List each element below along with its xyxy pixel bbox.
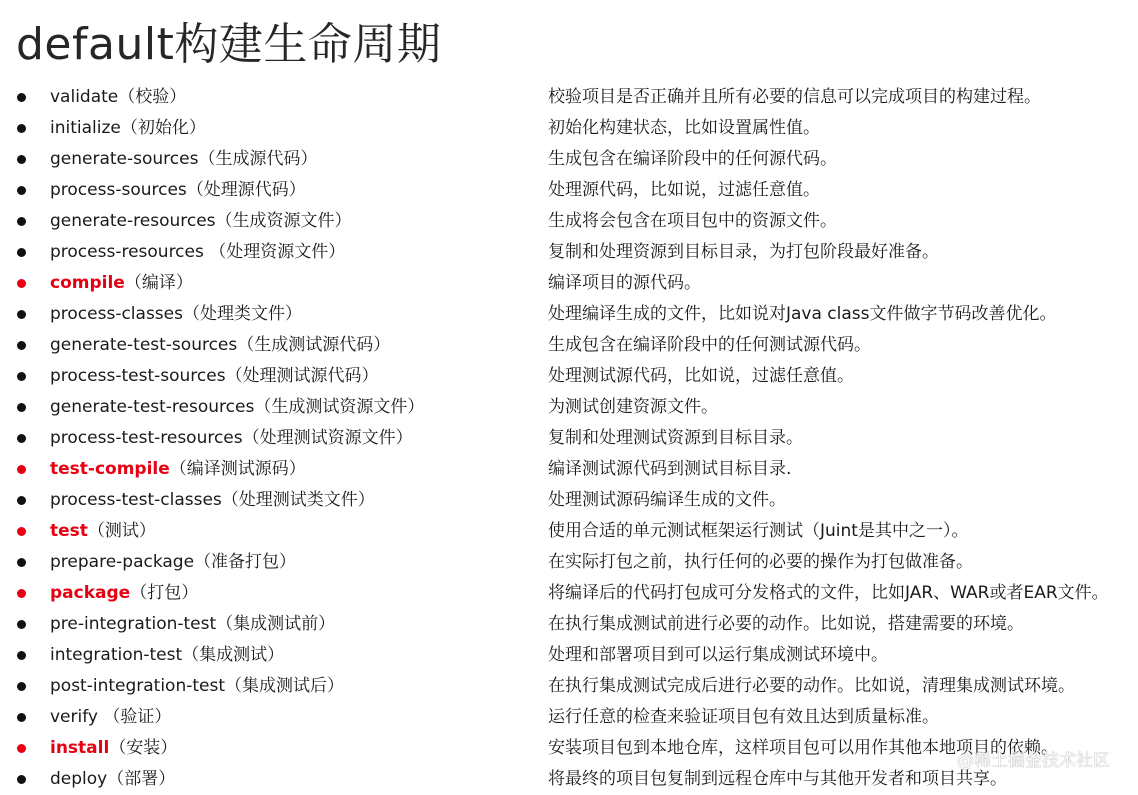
phase-description: 生成包含在编译阶段中的任何源代码。 [548,149,837,169]
phase-description: 在执行集成测试完成后进行必要的动作。比如说，清理集成测试环境。 [548,676,1075,696]
phase-description: 在实际打包之前，执行任何的必要的操作为打包做准备。 [548,552,973,572]
phase-description: 将最终的项目包复制到远程仓库中与其他开发者和项目共享。 [548,769,1007,789]
bullet-icon [17,465,26,474]
phase-description: 处理测试源代码，比如说，过滤任意值。 [548,366,854,386]
phase-description: 复制和处理资源到目标目录，为打包阶段最好准备。 [548,242,939,262]
bullet-icon [17,496,26,505]
bullet-icon [17,186,26,195]
phase-row-test [0,516,1138,547]
phase-cn-label: （打包） [130,583,199,603]
phase-description: 校验项目是否正确并且所有必要的信息可以完成项目的构建过程。 [548,87,1041,107]
bullet-icon [17,589,26,598]
phase-row-generate-sources [0,144,1138,175]
phase-description: 复制和处理测试资源到目标目录。 [548,428,803,448]
phase-cn-label: （编译测试源码） [169,459,306,479]
bullet-icon [17,434,26,443]
phase-row-validate [0,82,1138,113]
lifecycle-phase-list [0,82,1138,795]
bullet-icon [17,279,26,288]
phase-cn-label: （处理测试类文件） [221,490,375,510]
phase-cn-label: （安装） [109,738,178,758]
page-title: default构建生命周期 [16,19,442,70]
phase-name: test-compile [50,459,170,479]
phase-row-integration-test [0,640,1138,671]
phase-name: generate-test-sources [50,335,238,355]
bullet-icon [17,248,26,257]
phase-description: 生成将会包含在项目包中的资源文件。 [548,211,837,231]
phase-cn-label: （处理类文件） [182,304,302,324]
phase-name: package [50,583,131,603]
phase-cn-label: （处理资源文件） [203,242,346,262]
bullet-icon [17,403,26,412]
phase-cn-label: （集成测试前） [216,614,336,634]
bullet-icon [17,93,26,102]
phase-row-generate-test-sources [0,330,1138,361]
bullet-icon [17,341,26,350]
bullet-icon [17,527,26,536]
bullet-icon [17,155,26,164]
phase-name: generate-sources [50,149,199,169]
phase-cn-label: （生成测试资源文件） [254,397,425,417]
phase-cn-label: （处理测试资源文件） [242,428,413,448]
bullet-icon [17,651,26,660]
phase-cn-label: （验证） [97,707,172,727]
phase-row-process-test-resources [0,423,1138,454]
phase-cn-label: （初始化） [120,118,206,138]
phase-name: process-classes [50,304,183,324]
phase-description: 处理测试源码编译生成的文件。 [548,490,786,510]
phase-name: pre-integration-test [50,614,217,634]
phase-description: 初始化构建状态，比如设置属性值。 [548,118,820,138]
phase-name: process-resources [50,242,204,262]
phase-name: post-integration-test [50,676,226,696]
phase-description: 编译测试源代码到测试目标目录. [548,459,792,479]
phase-row-generate-test-resources [0,392,1138,423]
phase-name: test [50,521,88,541]
phase-name: process-test-sources [50,366,226,386]
phase-cn-label: （集成测试后） [225,676,345,696]
phase-row-package [0,578,1138,609]
phase-description: 生成包含在编译阶段中的任何测试源代码。 [548,335,871,355]
phase-row-compile [0,268,1138,299]
phase-cn-label: （集成测试） [182,645,285,665]
phase-row-generate-resources [0,206,1138,237]
phase-name: process-sources [50,180,187,200]
phase-description: 编译项目的源代码。 [548,273,701,293]
bullet-icon [17,744,26,753]
phase-cn-label: （处理测试源代码） [225,366,379,386]
phase-cn-label: （编译） [124,273,193,293]
phase-name: install [50,738,110,758]
bullet-icon [17,124,26,133]
phase-row-process-sources [0,175,1138,206]
phase-cn-label: （生成测试源代码） [237,335,391,355]
phase-row-process-test-classes [0,485,1138,516]
phase-row-pre-integration-test [0,609,1138,640]
phase-description: 使用合适的单元测试框架运行测试（Juint是其中之一）。 [548,521,969,541]
phase-row-process-resources [0,237,1138,268]
phase-description: 为测试创建资源文件。 [548,397,718,417]
phase-row-post-integration-test [0,671,1138,702]
phase-name: generate-resources [50,211,216,231]
phase-row-process-classes [0,299,1138,330]
phase-name: prepare-package [50,552,195,572]
phase-name: compile [50,273,125,293]
phase-cn-label: （生成资源文件） [215,211,352,231]
phase-row-verify [0,702,1138,733]
phase-description: 将编译后的代码打包成可分发格式的文件，比如JAR、WAR或者EAR文件。 [548,583,1109,603]
phase-cn-label: （生成源代码） [198,149,318,169]
phase-cn-label: （准备打包） [194,552,297,572]
bullet-icon [17,682,26,691]
bullet-icon [17,372,26,381]
watermark: @稀土掘金技术社区 [957,751,1110,771]
phase-name: process-test-resources [50,428,243,448]
phase-name: verify [50,707,98,727]
bullet-icon [17,558,26,567]
phase-cn-label: （测试） [87,521,156,541]
phase-description: 运行任意的检查来验证项目包有效且达到质量标准。 [548,707,939,727]
phase-row-initialize [0,113,1138,144]
phase-name: validate [50,87,119,107]
phase-description: 处理编译生成的文件，比如说对Java class文件做字节码改善优化。 [548,304,1057,324]
phase-description: 在执行集成测试前进行必要的动作。比如说，搭建需要的环境。 [548,614,1024,634]
bullet-icon [17,217,26,226]
phase-description: 处理和部署项目到可以运行集成测试环境中。 [548,645,888,665]
phase-name: integration-test [50,645,183,665]
phase-name: process-test-classes [50,490,222,510]
phase-cn-label: （处理源代码） [186,180,306,200]
phase-row-test-compile [0,454,1138,485]
bullet-icon [17,620,26,629]
phase-name: initialize [50,118,121,138]
phase-row-process-test-sources [0,361,1138,392]
bullet-icon [17,310,26,319]
phase-description: 安装项目包到本地仓库，这样项目包可以用作其他本地项目的依赖。 [548,738,1058,758]
phase-cn-label: （部署） [107,769,176,789]
phase-cn-label: （校验） [118,87,187,107]
bullet-icon [17,775,26,784]
phase-name: deploy [50,769,108,789]
phase-name: generate-test-resources [50,397,255,417]
bullet-icon [17,713,26,722]
phase-description: 处理源代码，比如说，过滤任意值。 [548,180,820,200]
phase-row-prepare-package [0,547,1138,578]
